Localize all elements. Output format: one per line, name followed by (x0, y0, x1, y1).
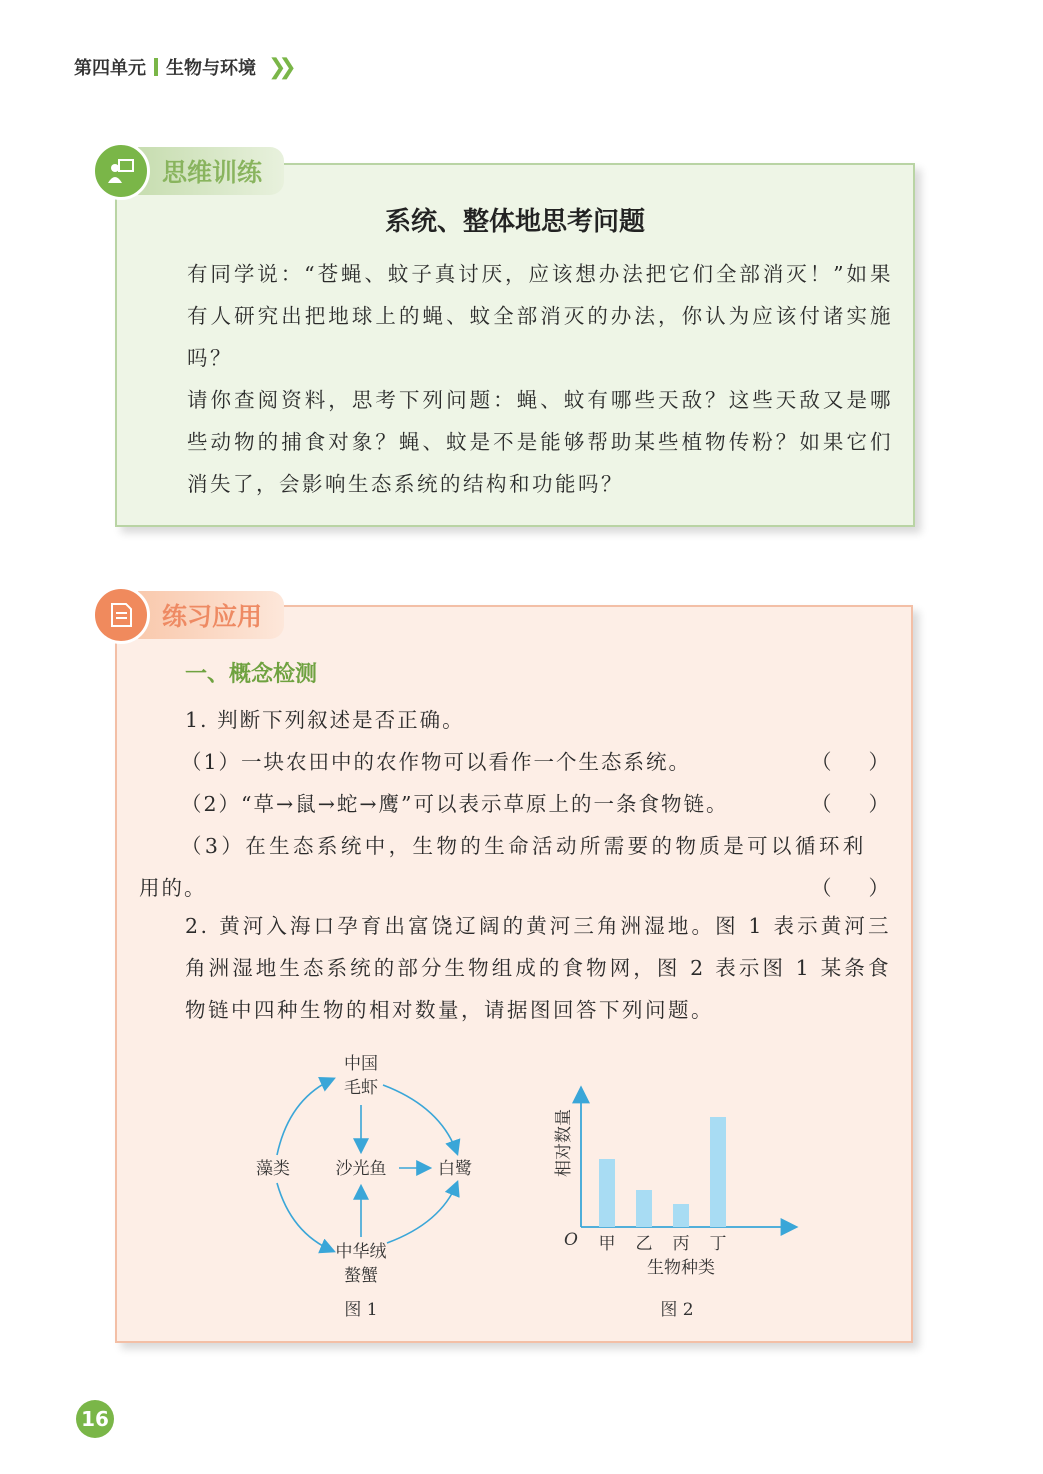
header-divider (154, 58, 158, 76)
node-algae: 藻类 (256, 1159, 290, 1179)
bar-4 (710, 1117, 726, 1227)
answer-blank-3[interactable] (811, 871, 889, 901)
paren-left: （ (811, 876, 832, 900)
figure-2-caption: 图 2 (660, 1300, 694, 1320)
origin-label: O (564, 1230, 578, 1250)
bar-3 (673, 1204, 689, 1227)
thinking-p1-text: 有同学说：“苍蝇、蚊子真讨厌，应该想办法把它们全部消灭！”如果有人研究出把地球上的蝇、蚊全部消灭的办法，你认为应该付诸实施吗？ (187, 262, 893, 370)
question-1: 1. 判断下列叙述是否正确。 (185, 708, 465, 732)
thinking-title: 系统、整体地思考问题 (384, 207, 645, 237)
arrow-algae-crab (277, 1183, 333, 1251)
category-label-2: 乙 (635, 1234, 653, 1254)
teacher-board-icon (92, 142, 150, 200)
thinking-box (115, 163, 915, 527)
document-icon (92, 586, 150, 644)
paren-left: （ (811, 750, 832, 774)
question-2-text: 2. 黄河入海口孕育出富饶辽阔的黄河三角洲湿地。图 1 表示黄河三角洲湿地生态系统的部分生物组成的食物网，图 2 表示图 1 某条食物链中四种生物的相对数量，请据图回答下列问题。 (185, 914, 891, 1022)
node-fish: 沙光鱼 (335, 1159, 387, 1179)
node-egret: 白鹭 (438, 1159, 472, 1179)
category-labels (599, 1234, 727, 1254)
category-label-3: 丙 (672, 1234, 690, 1254)
figure-1-food-web (237, 1047, 497, 1327)
node-crab-line1: 中华绒 (335, 1242, 387, 1262)
figure-2-bar-chart (545, 1077, 815, 1327)
x-axis-label: 生物种类 (647, 1258, 715, 1278)
question-1-2: （2）“草→鼠→蛇→鹰”可以表示草原上的一条食物链。 (181, 792, 729, 816)
unit-header (74, 54, 289, 80)
paren-right: ） (868, 792, 889, 816)
answer-blank-2[interactable] (811, 787, 889, 817)
practice-tag (92, 586, 284, 644)
practice-tag-label: 练习应用 (138, 591, 284, 639)
paren-right: ） (868, 876, 889, 900)
thinking-paragraph-2 (141, 379, 893, 505)
question-2 (139, 905, 891, 1031)
figure-1-caption: 图 1 (344, 1300, 378, 1320)
question-1-3-line1: （3）在生态系统中，生物的生命活动所需要的物质是可以循环利 (181, 834, 867, 858)
arrow-algae-shrimp (277, 1079, 333, 1155)
category-label-4: 丁 (709, 1234, 727, 1254)
question-1-3-line2: 用的。 (139, 876, 207, 900)
bar-series (599, 1117, 726, 1227)
thinking-tag-label: 思维训练 (138, 147, 284, 195)
question-1-1: （1）一块农田中的农作物可以看作一个生态系统。 (181, 750, 692, 774)
arrow-crab-egret (387, 1183, 457, 1243)
node-shrimp-line2: 毛虾 (344, 1078, 378, 1098)
unit-label: 第四单元 (74, 58, 146, 79)
paren-left: （ (811, 792, 832, 816)
category-label-1: 甲 (598, 1234, 616, 1254)
practice-box (115, 605, 913, 1343)
section-title: 一、概念检测 (185, 662, 318, 687)
thinking-paragraph-1 (141, 253, 893, 379)
bar-2 (636, 1190, 652, 1227)
bar-1 (599, 1159, 615, 1227)
double-chevron-icon: ❯❯ (268, 54, 289, 80)
unit-title: 生物与环境 (166, 58, 256, 79)
node-shrimp-line1: 中国 (344, 1054, 378, 1074)
thinking-tag (92, 142, 284, 200)
y-axis-label: 相对数量 (554, 1109, 574, 1177)
page-number: 16 (76, 1400, 114, 1438)
thinking-p2-text: 请你查阅资料，思考下列问题：蝇、蚊有哪些天敌？这些天敌又是哪些动物的捕食对象？蝇、蚊是不是能够帮助某些植物传粉？如果它们消失了，会影响生态系统的结构和功能吗？ (187, 388, 893, 496)
arrow-shrimp-egret (383, 1085, 457, 1153)
node-crab-line2: 螯蟹 (344, 1266, 378, 1286)
paren-right: ） (868, 750, 889, 774)
answer-blank-1[interactable] (811, 745, 889, 775)
